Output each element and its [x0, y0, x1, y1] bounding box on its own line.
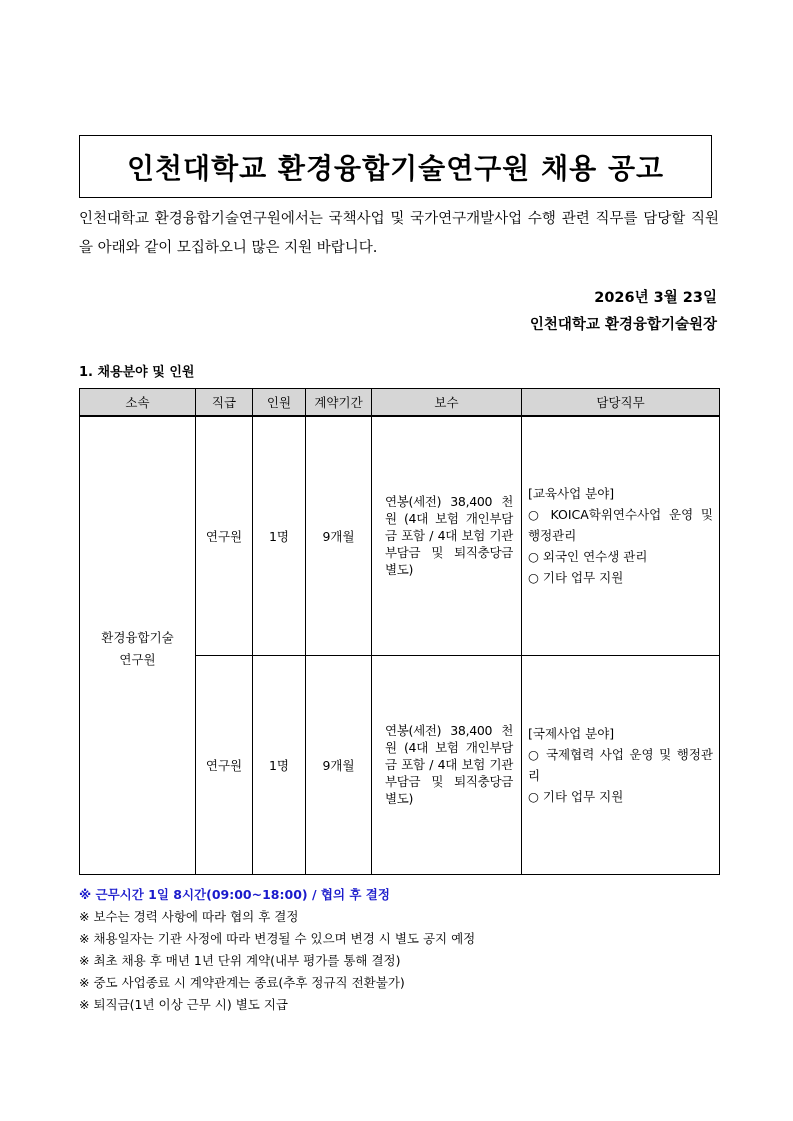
- page-title: 인천대학교 환경융합기술연구원 채용 공고: [126, 151, 665, 185]
- duty-line: ○ 기타 업무 지원: [528, 788, 624, 804]
- rank-cell: 연구원: [196, 655, 253, 874]
- count-cell: 1명: [253, 416, 306, 655]
- section-heading: 1. 채용분야 및 인원: [79, 365, 195, 380]
- period-cell: 9개월: [306, 416, 372, 655]
- note-item: ※ 중도 사업종료 시 계약관계는 종료(추후 정규직 전환불가): [79, 975, 405, 990]
- signer: 인천대학교 환경융합기술원장: [529, 317, 717, 333]
- pay-cell: 연봉(세전) 38,400 천원 (4대 보험 개인부담금 포함 / 4대 보험 기관 부담금 및 퇴직충당금 별도): [372, 416, 522, 655]
- note-working-hours: ※ 근무시간 1일 8시간(09:00~18:00) / 협의 후 결정: [79, 887, 390, 902]
- count-cell: 1명: [253, 655, 306, 874]
- announcement-date: 2026년 3월 23일: [594, 290, 717, 306]
- column-header: 담당직무: [522, 389, 720, 417]
- note-item: ※ 보수는 경력 사항에 따라 협의 후 결정: [79, 909, 299, 924]
- duty-line: ○ 기타 업무 지원: [528, 570, 624, 586]
- duty-line: ○ KOICA학위연수사업 운영 및 행정관리: [528, 507, 713, 544]
- column-header: 계약기간: [306, 389, 372, 417]
- duty-line: [국제사업 분야]: [528, 725, 615, 741]
- column-header: 소속: [80, 389, 196, 417]
- duty-line: ○ 외국인 연수생 관리: [528, 549, 648, 565]
- duty-cell: [522, 655, 720, 874]
- duty-line: ○ 국제협력 사업 운영 및 행정관리: [528, 746, 713, 783]
- duty-cell: [522, 416, 720, 655]
- title-box: [79, 135, 712, 198]
- note-item: ※ 채용일자는 기관 사정에 따라 변경될 수 있으며 변경 시 별도 공지 예정: [79, 931, 476, 946]
- column-header: 직급: [196, 389, 253, 417]
- column-header: 보수: [372, 389, 522, 417]
- intro-paragraph: 인천대학교 환경융합기술연구원에서는 국책사업 및 국가연구개발사업 수행 관련 직무를 담당할 직원을 아래와 같이 모집하오니 많은 지원 바랍니다.: [79, 211, 719, 256]
- notes-list: [79, 884, 475, 1016]
- recruitment-table: [79, 388, 720, 875]
- column-header: 인원: [253, 389, 306, 417]
- rank-cell: 연구원: [196, 416, 253, 655]
- table-row: [80, 416, 720, 655]
- period-cell: 9개월: [306, 655, 372, 874]
- duty-line: [교육사업 분야]: [528, 486, 615, 502]
- table-header-row: [80, 389, 720, 417]
- pay-cell: 연봉(세전) 38,400 천원 (4대 보험 개인부담금 포함 / 4대 보험 기관 부담금 및 퇴직충당금 별도): [372, 655, 522, 874]
- affiliation-cell: 환경융합기술 연구원: [80, 416, 196, 875]
- note-item: ※ 퇴직금(1년 이상 근무 시) 별도 지급: [79, 997, 288, 1012]
- note-item: ※ 최초 채용 후 매년 1년 단위 계약(내부 평가를 통해 결정): [79, 953, 401, 968]
